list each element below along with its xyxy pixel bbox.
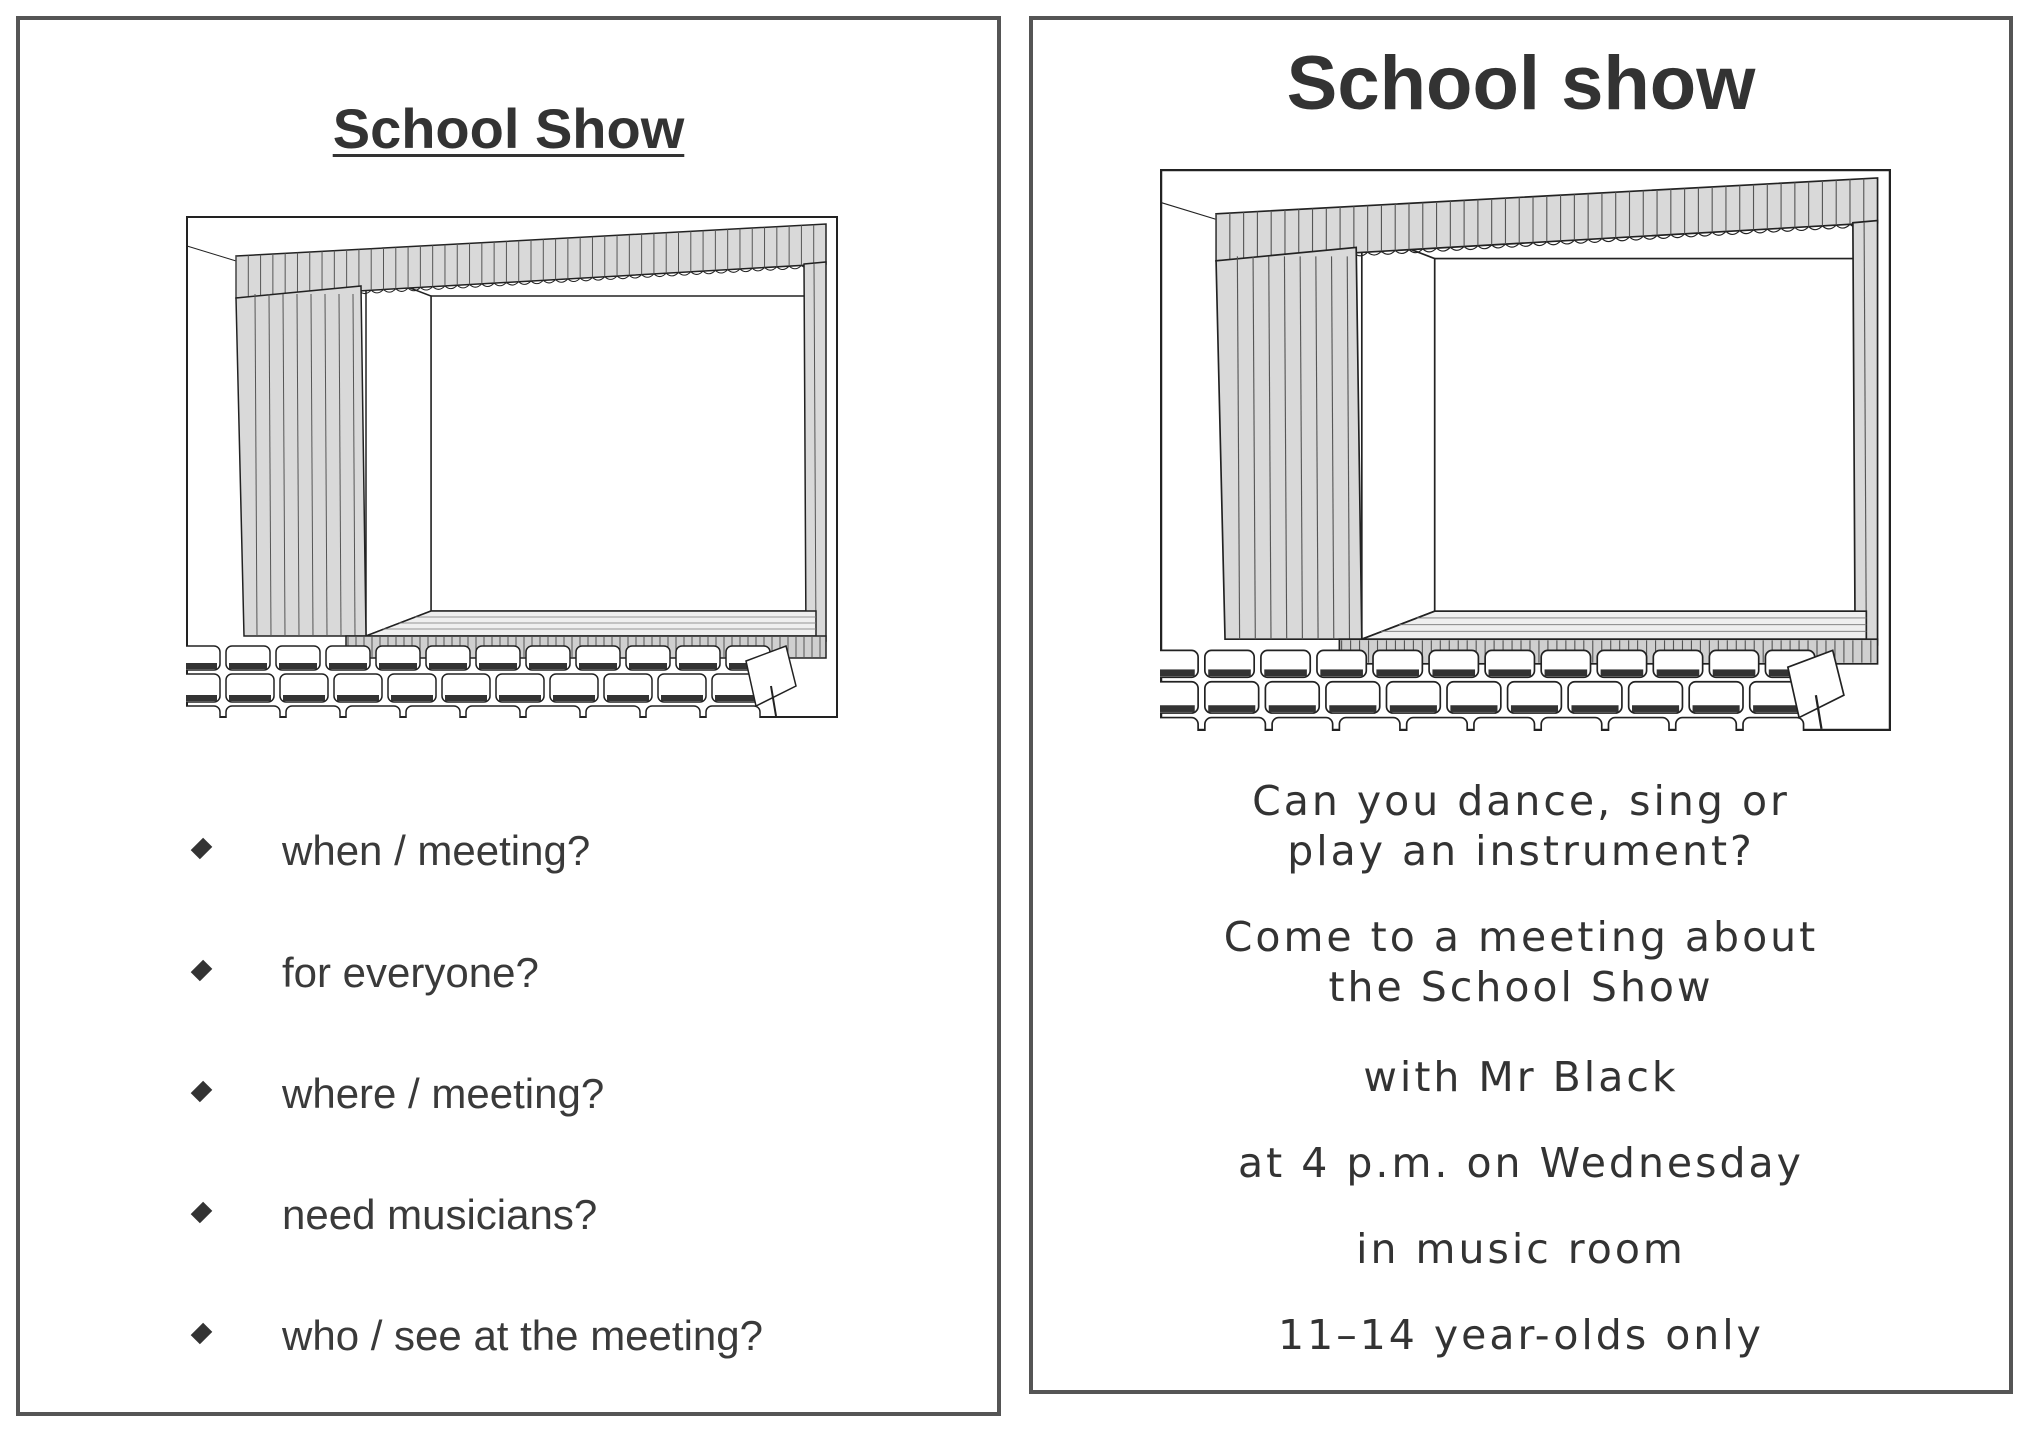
prompt-text: need musicians? bbox=[282, 1191, 598, 1238]
notice-line: 11–14 year-olds only bbox=[1278, 1311, 1764, 1359]
card-title: School show bbox=[1286, 41, 1756, 126]
notice-line: play an instrument? bbox=[1287, 827, 1755, 875]
notice-line: Come to a meeting about bbox=[1223, 913, 1819, 961]
notice-age bbox=[1033, 1310, 2009, 1360]
prompt-text: when / meeting? bbox=[282, 827, 591, 874]
notice-line: Can you dance, sing or bbox=[1252, 777, 1790, 825]
notice-line: the School Show bbox=[1328, 963, 1714, 1011]
prompt-item bbox=[190, 821, 590, 881]
prompt-item bbox=[190, 1306, 763, 1366]
notice-time bbox=[1033, 1138, 2009, 1188]
prompt-item bbox=[190, 1064, 604, 1124]
notice-location bbox=[1033, 1224, 2009, 1274]
notice-host bbox=[1033, 1052, 2009, 1102]
prompt-item bbox=[190, 1185, 597, 1245]
diamond-bullet-icon bbox=[190, 1325, 212, 1347]
theatre-stage-illustration bbox=[1160, 169, 1891, 731]
question-prompt-card bbox=[16, 16, 1001, 1416]
notice-line: at 4 p.m. on Wednesday bbox=[1238, 1139, 1804, 1187]
notice-line: in music room bbox=[1356, 1225, 1686, 1273]
diamond-bullet-icon bbox=[190, 840, 212, 862]
prompt-item bbox=[190, 943, 539, 1003]
card-title: School Show bbox=[332, 97, 685, 160]
diamond-bullet-icon bbox=[190, 1204, 212, 1226]
prompt-text: for everyone? bbox=[282, 949, 539, 996]
notice-question bbox=[1033, 776, 2009, 876]
diamond-bullet-icon bbox=[190, 1083, 212, 1105]
diamond-bullet-icon bbox=[190, 962, 212, 984]
school-show-notice-card bbox=[1029, 16, 2013, 1394]
theatre-stage-illustration bbox=[186, 216, 838, 718]
prompt-text: where / meeting? bbox=[282, 1070, 605, 1117]
notice-line: with Mr Black bbox=[1363, 1053, 1679, 1101]
notice-invitation bbox=[1033, 912, 2009, 1012]
prompt-text: who / see at the meeting? bbox=[282, 1312, 763, 1359]
